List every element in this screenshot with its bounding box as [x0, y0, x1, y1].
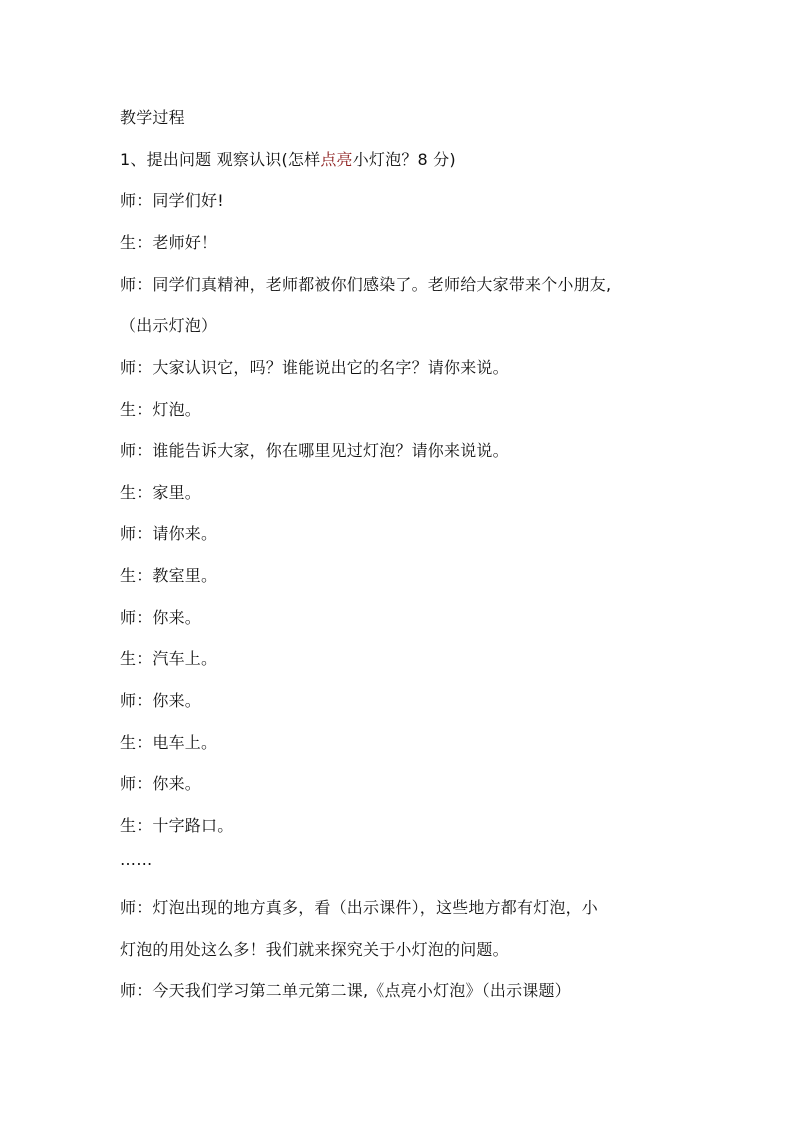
dialogue-line: （出示灯泡） [120, 316, 218, 335]
dialogue-line: 生：汽车上。 [120, 649, 218, 668]
dialogue-line: 师：你来。 [120, 691, 202, 710]
section-heading [120, 150, 680, 170]
ellipsis-line: …… [120, 850, 153, 869]
dialogue-line: 生：灯泡。 [120, 400, 202, 419]
heading-prefix: 1、提出问题 观察认识(怎样 [120, 150, 321, 169]
heading-suffix: 小灯泡？8 分) [352, 150, 456, 169]
dialogue-line: 师：大家认识它，吗？谁能说出它的名字？请你来说。 [120, 358, 509, 377]
dialogue-line: 师：今天我们学习第二单元第二课,《点亮小灯泡》（出示课题） [120, 981, 571, 1000]
dialogue-line: 生：十字路口。 [120, 816, 234, 835]
heading-highlight: 点亮 [320, 150, 353, 169]
dialogue-line: 师：请你来。 [120, 524, 218, 543]
dialogue-line: 生：家里。 [120, 483, 202, 502]
dialogue-line: 师：灯泡出现的地方真多，看（出示课件），这些地方都有灯泡，小 [120, 898, 599, 917]
dialogue-line: 师：你来。 [120, 608, 202, 627]
dialogue-line: 生：电车上。 [120, 733, 218, 752]
dialogue-line: 师：同学们好! [120, 191, 224, 210]
dialogue-line: 生：教室里。 [120, 566, 218, 585]
section-title: 教学过程 [120, 108, 185, 127]
dialogue-line: 师：谁能告诉大家，你在哪里见过灯泡？请你来说说。 [120, 441, 509, 460]
dialogue-line: 师：你来。 [120, 774, 202, 793]
dialogue-line: 师：同学们真精神，老师都被你们感染了。老师给大家带来个小朋友, [120, 275, 612, 294]
dialogue-line: 灯泡的用处这么多！我们就来探究关于小灯泡的问题。 [120, 940, 509, 959]
dialogue-line: 生：老师好！ [120, 233, 218, 252]
